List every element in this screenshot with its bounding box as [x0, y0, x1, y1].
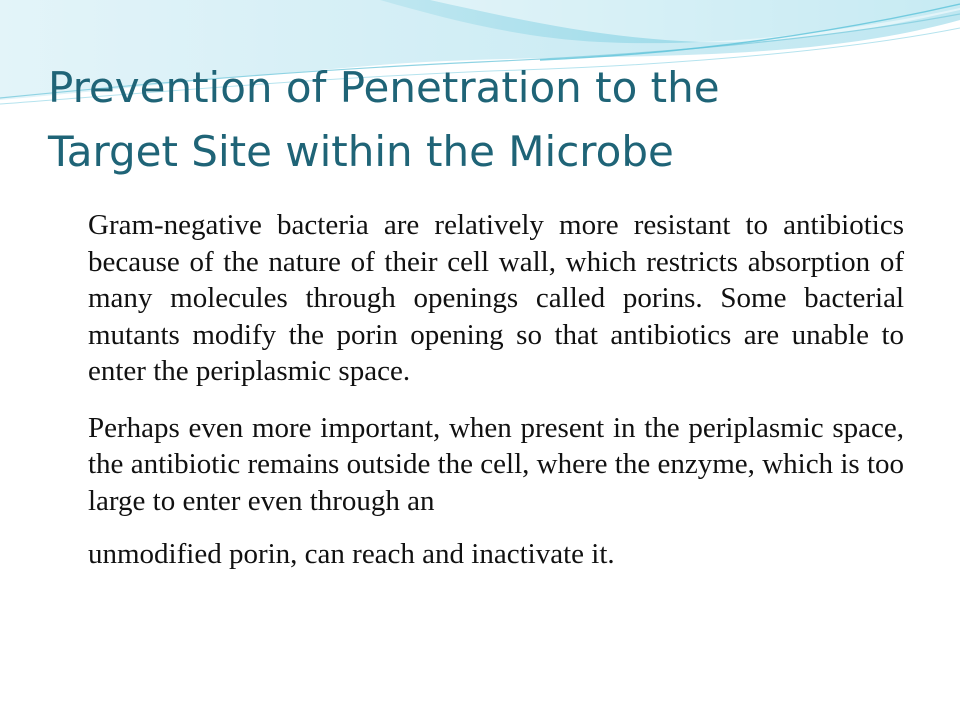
- paragraph-2: Perhaps even more important, when present in the periplasmic space, the antibiotic remains outside the cell, where the enzyme, which is too large to enter even through an: [88, 411, 904, 517]
- slide-body: [88, 207, 904, 573]
- slide-title: [48, 56, 928, 184]
- paragraph-3: unmodified porin, can reach and inactivate it.: [88, 538, 615, 570]
- title-line-1: Prevention of Penetration to the: [48, 63, 720, 112]
- title-line-2: Target Site within the Microbe: [48, 127, 674, 176]
- paragraph-1: Gram-negative bacteria are relatively more resistant to antibiotics because of the nature of their cell wall, which restricts absorption of many molecules through openings called porins. Some bacterial mutants modify the porin opening so that antibiotics are unable to enter the periplasmic space.: [88, 209, 904, 387]
